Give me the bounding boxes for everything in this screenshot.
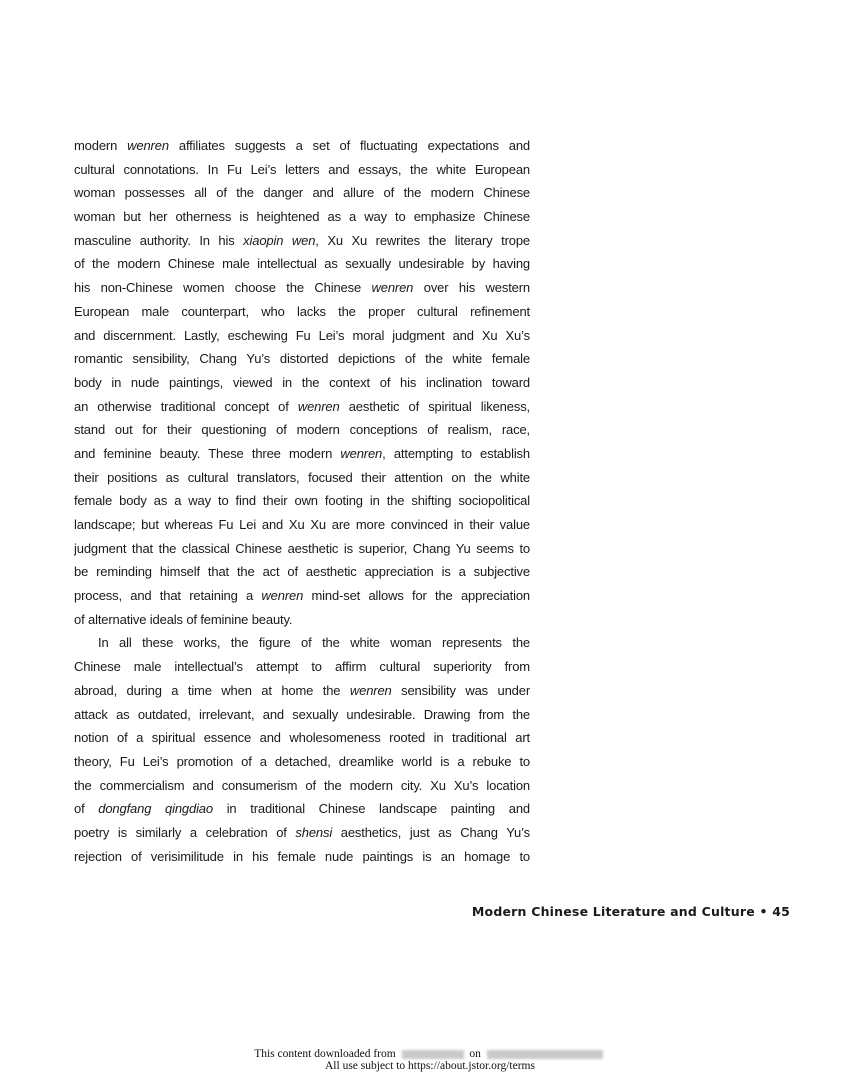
text-run: In all these works, the figure of the white woman represents the: [98, 635, 530, 651]
text-run: aesthetic of spiritual likeness,: [339, 398, 530, 414]
text-line: [74, 395, 530, 419]
text-line: [74, 655, 530, 679]
text-line: [74, 134, 530, 158]
text-line: [74, 442, 530, 466]
paragraph: [74, 631, 530, 868]
text-line: [74, 158, 530, 182]
redacted-ip: [402, 1050, 464, 1059]
text-run: aesthetics, just as Chang Yu’s: [332, 824, 530, 840]
text-run: female body as a way to find their own footing in the shifting sociopolitical: [74, 493, 530, 509]
text-line: [74, 418, 530, 442]
text-run: an otherwise traditional concept of: [74, 398, 298, 414]
text-line: [74, 608, 530, 632]
text-line: [74, 750, 530, 774]
text-run: of the modern Chinese male intellectual as sexually undesirable by having: [74, 256, 530, 272]
text-line: [74, 584, 530, 608]
text-run: be reminding himself that the act of aesthetic appreciation is a subjective: [74, 564, 530, 580]
text-line: [74, 466, 530, 490]
italic-term: wenren: [261, 588, 304, 604]
running-footer: [472, 904, 790, 919]
italic-term: shensi: [295, 824, 333, 840]
italic-term: wenren: [340, 445, 383, 461]
italic-term: wenren: [127, 138, 169, 153]
text-run: Chinese male intellectual’s attempt to affirm cultural superiority from: [74, 659, 530, 675]
text-line: [74, 845, 530, 869]
text-line: [74, 489, 530, 513]
text-run: cultural connotations. In Fu Lei’s letters and essays, the white European: [74, 161, 530, 177]
text-run: stand out for their questioning of modern conceptions of realism, race,: [74, 422, 530, 438]
text-line: [74, 679, 530, 703]
text-line: [74, 774, 530, 798]
text-run: affiliates suggests a set of fluctuating expectations and: [168, 138, 530, 153]
text-line: [74, 229, 530, 253]
italic-term: dongfang qingdiao: [98, 801, 213, 817]
text-run: woman but her otherness is heightened as a way to emphasize Chinese: [74, 209, 530, 225]
text-run: and discernment. Lastly, eschewing Fu Lei’s moral judgment and Xu Xu’s: [74, 327, 530, 343]
text-run: of: [74, 801, 99, 817]
text-line: [74, 513, 530, 537]
redacted-timestamp: [487, 1050, 603, 1059]
text-line: [74, 797, 530, 821]
text-line: [74, 560, 530, 584]
text-run: their positions as cultural translators, focused their attention on the white: [74, 469, 530, 485]
text-run: process, and that retaining a: [74, 588, 262, 604]
terms-line[interactable]: All use subject to https://about.jstor.org/terms: [325, 1060, 535, 1072]
text-run: , attempting to establish: [382, 445, 530, 461]
text-run: romantic sensibility, Chang Yu’s distorted depictions of the white female: [74, 351, 530, 367]
text-line: [74, 631, 530, 655]
text-line: [74, 703, 530, 727]
italic-term: wenren: [371, 280, 414, 296]
text-run: attack as outdated, irrelevant, and sexually undesirable. Drawing from the: [74, 706, 530, 722]
text-line: [74, 300, 530, 324]
text-run: landscape; but whereas Fu Lei and Xu Xu are more convinced in their value: [74, 517, 530, 532]
jstor-notice: [0, 1048, 860, 1072]
text-run: judgment that the classical Chinese aesthetic is superior, Chang Yu seems to: [74, 540, 530, 556]
italic-term: xiaopin wen: [243, 232, 316, 248]
text-line: [74, 205, 530, 229]
italic-term: wenren: [349, 682, 392, 698]
text-line: [74, 347, 530, 371]
text-run: , Xu Xu rewrites the literary trope: [315, 232, 530, 248]
text-run: his non-Chinese women choose the Chinese: [74, 280, 372, 296]
text-run: and feminine beauty. These three modern: [74, 445, 341, 461]
on-word: on: [469, 1048, 481, 1060]
text-run: European male counterpart, who lacks the proper cultural refinement: [74, 303, 530, 319]
download-prefix: This content downloaded from: [254, 1048, 396, 1060]
text-run: poetry is similarly a celebration of: [74, 824, 296, 840]
page-number: 45: [772, 904, 790, 919]
text-line: [74, 371, 530, 395]
text-run: masculine authority. In his: [74, 232, 244, 248]
text-run: rejection of verisimilitude in his female nude paintings is an homage to: [74, 848, 530, 864]
text-run: mind-set allows for the appreciation: [303, 588, 530, 604]
text-line: [74, 276, 530, 300]
text-line: [74, 324, 530, 348]
text-line: [74, 821, 530, 845]
paragraph: [74, 134, 530, 631]
body-text: [74, 134, 530, 868]
text-run: over his western: [413, 280, 530, 296]
text-run: theory, Fu Lei’s promotion of a detached, dreamlike world is a rebuke to: [74, 753, 530, 769]
text-run: notion of a spiritual essence and wholesomeness rooted in traditional art: [74, 730, 530, 746]
text-run: of alternative ideals of feminine beauty.: [74, 611, 293, 627]
italic-term: wenren: [297, 398, 340, 414]
text-line: [74, 537, 530, 561]
text-run: sensibility was under: [391, 682, 530, 698]
journal-title: Modern Chinese Literature and Culture: [471, 904, 755, 919]
text-run: in traditional Chinese landscape painting and: [212, 801, 530, 817]
text-line: [74, 726, 530, 750]
text-run: modern: [74, 138, 128, 153]
text-run: body in nude paintings, viewed in the context of his inclination toward: [74, 374, 530, 390]
download-line: [0, 1048, 860, 1060]
text-run: woman possesses all of the danger and allure of the modern Chinese: [74, 185, 530, 201]
text-line: [74, 181, 530, 205]
text-run: the commercialism and consumerism of the modern city. Xu Xu’s location: [74, 777, 530, 793]
text-run: abroad, during a time when at home the: [74, 682, 350, 698]
text-line: [74, 252, 530, 276]
bullet-separator: •: [759, 904, 768, 919]
